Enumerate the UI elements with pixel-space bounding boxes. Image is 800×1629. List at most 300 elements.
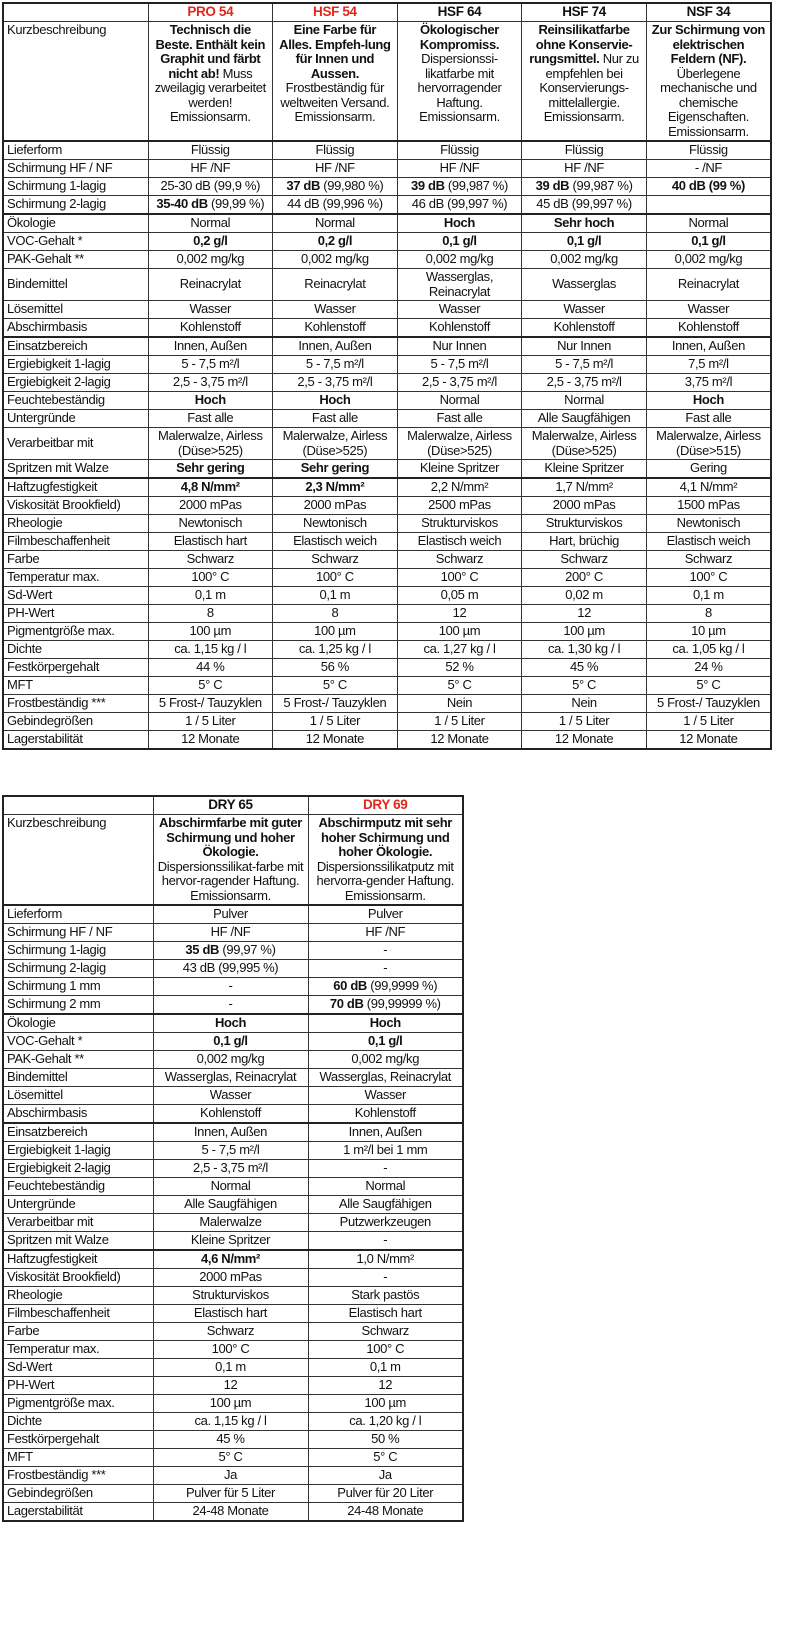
row-label: Frostbeständig *** [3,695,148,713]
table-cell [148,319,273,338]
cell-text: 3,75 m²/l [684,374,733,390]
table-row [3,269,771,301]
cell-text: Malerwalze, Airless (Düse>525) [531,428,637,458]
table-cell [148,497,273,515]
table-cell [273,22,398,142]
cell-text: 12 Monate [679,731,738,747]
table-row [3,1014,463,1033]
row-label: Rheologie [3,1287,153,1305]
cell-text: (99,97 %) [219,942,276,958]
cell-text: 0,002 mg/kg [301,251,369,267]
table-cell [522,356,647,374]
table-row [3,1105,463,1124]
cell-bold-text: 4,8 N/mm² [180,479,240,495]
table-cell [646,251,771,269]
table-cell [646,428,771,460]
table-cell [646,695,771,713]
cell-bold-text: 0,1 g/l [691,233,726,249]
table-cell [522,410,647,428]
table-row [3,1431,463,1449]
table-cell [522,301,647,319]
row-label: Ergiebigkeit 2-lagig [3,374,148,392]
cell-text: Fast alle [187,410,234,426]
cell-text: 2,5 - 3,75 m²/l [422,374,497,390]
cell-text: Nur Innen [557,338,612,354]
cell-text: 45 dB (99,997 %) [536,196,632,212]
cell-text: Flüssig [564,142,604,158]
cell-text: 100 µm [563,623,605,639]
cell-bold-text: Sehr gering [300,460,370,476]
cell-text: Elastisch hart [193,1305,268,1321]
row-label: Rheologie [3,515,148,533]
cell-text: 2500 mPas [428,497,491,513]
table-row [3,960,463,978]
table-cell [397,677,522,695]
cell-text: 1 / 5 Liter [558,713,610,729]
cell-text: 25-30 dB (99,9 %) [160,178,261,194]
table-cell [153,1051,308,1069]
cell-text: Dispersionssilikatputz mit hervorra-gender Haftung. Emissionsarm. [316,858,455,903]
cell-text: Wasserglas, Reinacrylat [164,1069,297,1085]
row-label: Kurzbeschreibung [3,815,153,906]
cell-text: 0,002 mg/kg [550,251,618,267]
table-cell [522,178,647,196]
table-cell [522,196,647,215]
table-cell [273,515,398,533]
table-cell [273,392,398,410]
table-cell [153,1250,308,1269]
table-cell [308,1269,463,1287]
table-row [3,1449,463,1467]
table-cell [646,356,771,374]
row-label: Ergiebigkeit 1-lagig [3,356,148,374]
cell-text: 0,002 mg/kg [196,1051,265,1067]
table-cell [153,1287,308,1305]
table-cell [397,659,522,677]
table-cell [308,1305,463,1323]
table-cell [153,1485,308,1503]
row-label: Einsatzbereich [3,337,148,356]
table-cell [522,497,647,515]
cell-text: 5° C [696,677,721,693]
table-cell [153,1142,308,1160]
table-cell [308,1105,463,1124]
cell-text: Schwarz [684,551,733,567]
cell-text: 8 [704,605,712,621]
cell-text: Pulver für 20 Liter [337,1485,434,1501]
table-row [3,1305,463,1323]
table-cell [153,1269,308,1287]
cell-text: Wasserglas [552,276,617,292]
table-cell [148,731,273,750]
table-cell [646,337,771,356]
cell-text: 4,1 N/mm² [679,479,738,495]
cell-bold-text: 2,3 N/mm² [305,479,365,495]
cell-text: Flüssig [190,142,230,158]
table-cell [153,1413,308,1431]
table-cell [646,623,771,641]
cell-text: 5° C [322,677,347,693]
cell-text: Stark pastös [351,1287,420,1303]
cell-text: Fast alle [436,410,483,426]
table-row [3,1033,463,1051]
table-cell [522,569,647,587]
table-cell [522,374,647,392]
cell-text: 2000 mPas [552,497,616,513]
row-label: Ökologie [3,1014,153,1033]
cell-text: Schwarz [206,1323,255,1339]
table-cell [646,551,771,569]
table-cell [153,1178,308,1196]
cell-text: 2000 mPas [303,497,367,513]
row-label: Pigmentgröße max. [3,623,148,641]
cell-bold-text: Ökologischer Kompromiss. [419,22,500,52]
cell-text: 0,02 m [565,587,603,603]
table-cell [153,1069,308,1087]
table-cell [308,1359,463,1377]
row-label: Lösemittel [3,1087,153,1105]
table-cell [522,214,647,233]
cell-text: Strukturviskos [421,515,498,531]
cell-bold-text: Reinsilikatfarbe ohne Konservie-rungsmittel. [529,22,633,66]
cell-text: Schwarz [361,1323,409,1339]
cell-bold-text: 0,2 g/l [317,233,353,249]
row-label: Filmbeschaffenheit [3,1305,153,1323]
table-cell [308,1287,463,1305]
table-cell [308,1087,463,1105]
cell-text: Wasserglas, Reinacrylat [425,269,494,299]
table-cell [273,337,398,356]
row-label: Verarbeitbar mit [3,428,148,460]
table-cell [148,233,273,251]
table-cell [522,337,647,356]
row-label: Frostbeständig *** [3,1467,153,1485]
table-cell [397,337,522,356]
cell-text: 12 Monate [554,731,614,747]
cell-text: 2,5 - 3,75 m²/l [193,1160,268,1176]
table-cell [308,1232,463,1251]
cell-text: Innen, Außen [298,338,372,354]
cell-text: Newtonisch [676,515,741,531]
cell-text: 5 - 7,5 m²/l [181,356,240,372]
row-label: PH-Wert [3,605,148,623]
table-cell [273,141,398,160]
cell-text: - [383,1160,388,1176]
table-cell [646,587,771,605]
table-cell [522,551,647,569]
table-row [3,605,771,623]
table-cell [397,478,522,497]
row-label: Dichte [3,1413,153,1431]
row-label: Ergiebigkeit 1-lagig [3,1142,153,1160]
cell-text: 2000 mPas [199,1269,262,1285]
table-cell [273,497,398,515]
row-label: Festkörpergehalt [3,1431,153,1449]
table-row [3,924,463,942]
table-row [3,1142,463,1160]
product-comparison-table-1 [2,2,772,750]
cell-text: 12 [223,1377,238,1393]
table-cell [397,641,522,659]
header-row [3,796,463,815]
cell-text: Wasser [364,1087,406,1103]
header-row [3,3,771,22]
cell-bold-text: 37 dB [286,178,321,194]
table-cell [273,713,398,731]
cell-text: 1 / 5 Liter [683,713,734,729]
table-cell [397,251,522,269]
cell-text: 1,0 N/mm² [356,1251,415,1267]
table-cell [273,605,398,623]
cell-text: ca. 1,25 kg / l [298,641,371,657]
table-cell [646,569,771,587]
cell-text: (99,99999 %) [363,996,441,1012]
table-cell [308,1485,463,1503]
row-label: Schirmung 1-lagig [3,942,153,960]
table-cell [646,478,771,497]
cell-text: 1 / 5 Liter [434,713,485,729]
cell-bold-text: Abschirmputz mit sehr hoher Schirmung und hoher Ökologie. [318,815,452,859]
table-row [3,659,771,677]
table-cell [148,392,273,410]
table-cell [153,1395,308,1413]
cell-text: Kohlenstoff [553,319,615,335]
cell-text: Schwarz [435,551,484,567]
cell-text: Normal [365,1178,406,1194]
table-cell [153,996,308,1015]
table-cell [646,233,771,251]
cell-bold-text: 4,6 N/mm² [201,1251,260,1267]
table-cell [397,141,522,160]
table-cell [273,319,398,338]
table-row [3,551,771,569]
row-label: VOC-Gehalt * [3,233,148,251]
cell-text: - [228,996,233,1012]
table-cell [148,695,273,713]
table-cell [273,301,398,319]
cell-text: Ja [223,1467,238,1483]
table-row [3,214,771,233]
table-cell [308,1323,463,1341]
table-cell [397,623,522,641]
cell-text: 0,002 mg/kg [176,251,245,267]
cell-text: - [383,1269,388,1285]
cell-text: ca. 1,05 kg / l [672,641,745,657]
cell-text: Hart, brüchig [549,533,620,549]
table-row [3,1069,463,1087]
table-row [3,1087,463,1105]
table-cell [646,497,771,515]
cell-bold-text: Hoch [194,392,226,408]
table-cell [308,1395,463,1413]
table-cell [148,160,273,178]
table-cell [397,515,522,533]
cell-text: Elastisch hart [173,533,247,549]
cell-text: ca. 1,15 kg / l [194,1413,267,1429]
cell-text: 46 dB (99,997 %) [411,196,508,212]
cell-text: 100 µm [314,623,356,639]
cell-bold-text: Sehr hoch [553,215,615,231]
row-label: Abschirmbasis [3,319,148,338]
table-cell [397,233,522,251]
table-cell [522,731,647,750]
cell-text: 100 µm [364,1395,407,1411]
row-label: Viskosität Brookfield) [3,497,148,515]
cell-text: Alle Saugfähigen [537,410,631,426]
row-label: Untergründe [3,1196,153,1214]
cell-bold-text: Eine Farbe für Alles. Empfeh-lung für Innen und Aussen. [279,22,391,81]
table-cell [646,160,771,178]
table-cell [153,1160,308,1178]
product-header: HSF 64 [397,3,522,22]
table-cell [148,178,273,196]
row-label: Lösemittel [3,301,148,319]
row-label: Sd-Wert [3,1359,153,1377]
product-header: DRY 65 [153,796,308,815]
cell-text: 100° C [689,569,728,585]
cell-text: (99,99 %) [207,196,265,212]
table-cell [148,478,273,497]
cell-text: 0,05 m [440,587,479,603]
table-cell [646,659,771,677]
table-row [3,428,771,460]
table-cell [308,1069,463,1087]
table-cell [646,22,771,142]
table-cell [308,1503,463,1522]
table-cell [646,731,771,750]
header-corner-cell [3,3,148,22]
table-cell [148,374,273,392]
product-header: PRO 54 [148,3,273,22]
table-row [3,996,463,1015]
cell-text: Elastisch weich [666,533,751,549]
table-cell [273,428,398,460]
cell-text: 100 µm [189,623,232,639]
cell-text: Flüssig [689,142,728,158]
cell-bold-text: Technisch die Beste. Enthält kein Graphit und färbt nicht ab! [155,22,266,81]
table-row [3,731,771,750]
cell-text: Reinacrylat [677,276,740,292]
cell-text: Gering [689,460,727,476]
cell-text: Flüssig [315,142,355,158]
row-label: Schirmung 1 mm [3,978,153,996]
cell-text: 1 m²/l bei 1 mm [343,1142,428,1158]
cell-text: 1 / 5 Liter [309,713,361,729]
table-cell [397,533,522,551]
table-row [3,1160,463,1178]
cell-text: Wasser [438,301,481,317]
cell-text: HF /NF [314,160,355,176]
cell-text: Alle Saugfähigen [184,1196,277,1212]
row-label: Schirmung 2-lagig [3,960,153,978]
table-cell [646,269,771,301]
table-row [3,337,771,356]
cell-text: 1,7 N/mm² [555,479,613,495]
table-cell [308,1142,463,1160]
cell-text: HF /NF [439,160,480,176]
table-cell [273,233,398,251]
table-row [3,623,771,641]
cell-text: Kleine Spritzer [419,460,500,476]
table-cell [522,623,647,641]
row-label: PAK-Gehalt ** [3,1051,153,1069]
table-cell [397,497,522,515]
cell-bold-text: Hoch [319,392,351,408]
table-row [3,356,771,374]
cell-text: 2,5 - 3,75 m²/l [297,374,373,390]
cell-text: Dispersionssilikat-farbe mit hervor-ragender Haftung. Emissionsarm. [157,858,304,903]
cell-text: 43 dB (99,995 %) [182,960,279,976]
table-cell [397,214,522,233]
row-label: Schirmung HF / NF [3,924,153,942]
cell-text: 5° C [198,677,223,693]
table-cell [646,515,771,533]
table-cell [153,1232,308,1251]
cell-text: - [228,978,233,994]
row-label: Farbe [3,551,148,569]
table-cell [522,713,647,731]
cell-bold-text: Hoch [443,215,476,231]
table-row [3,1467,463,1485]
cell-text: Wasser [209,1087,252,1103]
cell-bold-text: 0,1 g/l [442,233,477,249]
table-cell [397,178,522,196]
table-row [3,569,771,587]
cell-text: 0,1 m [319,587,351,603]
cell-text: Newtonisch [178,515,243,531]
table-cell [153,1105,308,1124]
product-header: NSF 34 [646,3,771,22]
table-row [3,1503,463,1522]
cell-text: Pulver [367,906,403,922]
row-label: Pigmentgröße max. [3,1395,153,1413]
table-row [3,1341,463,1359]
table-cell [397,22,522,142]
table-row [3,942,463,960]
table-cell [148,677,273,695]
table-cell [153,1377,308,1395]
table-cell [273,623,398,641]
row-label: Gebindegrößen [3,1485,153,1503]
cell-text: Nein [446,695,473,711]
cell-text: 100 µm [438,623,481,639]
cell-text: Malerwalze, Airless (Düse>525) [157,428,263,458]
cell-text: HF /NF [190,160,231,176]
cell-text: Normal [439,392,480,408]
cell-text: Frostbeständig für weltweiten Versand. Emissionsarm. [280,80,390,124]
cell-text: Schwarz [186,551,234,567]
cell-text: 100 µm [209,1395,252,1411]
cell-text: 0,1 m [693,587,724,603]
table-cell [522,641,647,659]
table-cell [148,713,273,731]
table-cell [522,533,647,551]
table-cell [522,587,647,605]
row-label: Bindemittel [3,1069,153,1087]
table-cell [153,1123,308,1142]
cell-text: 12 Monate [181,731,240,747]
cell-text: 24-48 Monate [192,1503,269,1519]
table-cell [308,1467,463,1485]
cell-bold-text: 35 dB [185,942,220,958]
cell-text: Wasser [563,301,605,317]
table-row [3,1178,463,1196]
cell-text: 12 Monate [305,731,365,747]
cell-text: 100° C [315,569,354,585]
cell-text: Wasser [687,301,730,317]
table-cell [153,960,308,978]
table-cell [646,301,771,319]
